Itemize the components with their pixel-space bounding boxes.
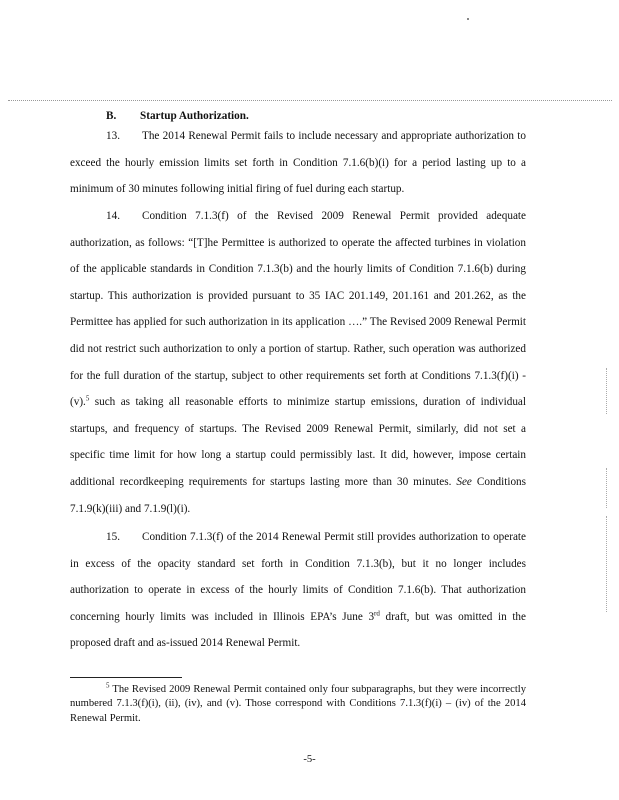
scan-artifact-line (8, 100, 612, 101)
paragraph-text: The 2014 Renewal Permit fails to include necessary and appropriate authorization to exceed the hourly emission limits set forth in Condition 7.1.6(b)(i) for a period lasting up to a minimum of 30 minutes following initial firing of fuel during each startup. (70, 130, 526, 196)
paragraph-text: Conditions 7.1.9(k)(iii) and 7.1.9(l)(i). (70, 475, 527, 515)
footnote-text: The Revised 2009 Renewal Permit contained only four subparagraphs, but they were incorrectly numbered 7.1.3(f)(i), (ii), (iv), and (v). Those correspond with Conditions 7.1.3(f)(i) – (iv) of the 2014 Renewal Permit. (70, 684, 526, 724)
ordinal-suffix: rd (374, 609, 380, 618)
section-title: Startup Authorization. (140, 110, 249, 122)
paragraph-number: 14. (106, 210, 120, 222)
paragraph-text: Condition 7.1.3(f) of the Revised 2009 Renewal Permit provided adequate authorization, as follows: “[T]he Permittee is authorized to operate the affected turbines in violation of the applicable standards in Condition 7.1.3(b) and the hourly limits of Condition 7.1.6(b) during startup. This authorization is provided pursuant to 35 IAC 201.149, 201.161 and 201.262, as the Permittee has applied for such authorization in its application ….” The Revised 2009 Renewal Permit did not restrict such authorization to only a portion of startup. Rather, such operation was authorized for the full duration of the startup, subject to other requirements set forth at Conditions 7.1.3(f)(i) - (v). (70, 210, 526, 409)
section-letter: B. (106, 110, 117, 122)
paragraph-15 (70, 524, 526, 657)
scan-margin-mark (604, 368, 607, 414)
paragraph-text: Condition 7.1.3(f) of the 2014 Renewal Permit still provides authorization to operate in excess of the opacity standard set forth in Condition 7.1.3(b), but it no longer includes authorization to operate in excess of the hourly limits of Condition 7.1.6(b). That authorization concerning hourly limits was included in Illinois EPA’s June 3 (70, 531, 526, 623)
page-number: -5- (303, 754, 316, 765)
signal-see: See (456, 475, 472, 488)
paragraph-13 (70, 123, 526, 203)
paragraph-14 (70, 203, 526, 522)
footnote-marker: 5 (106, 681, 110, 690)
section-heading (106, 108, 249, 124)
scan-margin-mark (604, 468, 607, 508)
scan-margin-mark (604, 516, 607, 612)
paragraph-text: draft, but was omitted in the proposed draft and as-issued 2014 Renewal Permit. (70, 610, 526, 650)
paragraph-number: 13. (106, 130, 120, 142)
scan-speck (467, 18, 469, 20)
footnote (70, 683, 526, 726)
paragraph-number: 15. (106, 531, 120, 543)
footnote-reference[interactable]: 5 (85, 394, 90, 403)
paragraph-text: such as taking all reasonable efforts to minimize startup emissions, duration of individual startups, and frequency of startups. The Revised 2009 Renewal Permit, similarly, did not set a specific time limit for how long a startup could permissibly last. It did, however, impose certain additional recordkeeping requirements for startups lasting more than 30 minutes. (70, 396, 526, 488)
footnote-separator (70, 677, 182, 678)
